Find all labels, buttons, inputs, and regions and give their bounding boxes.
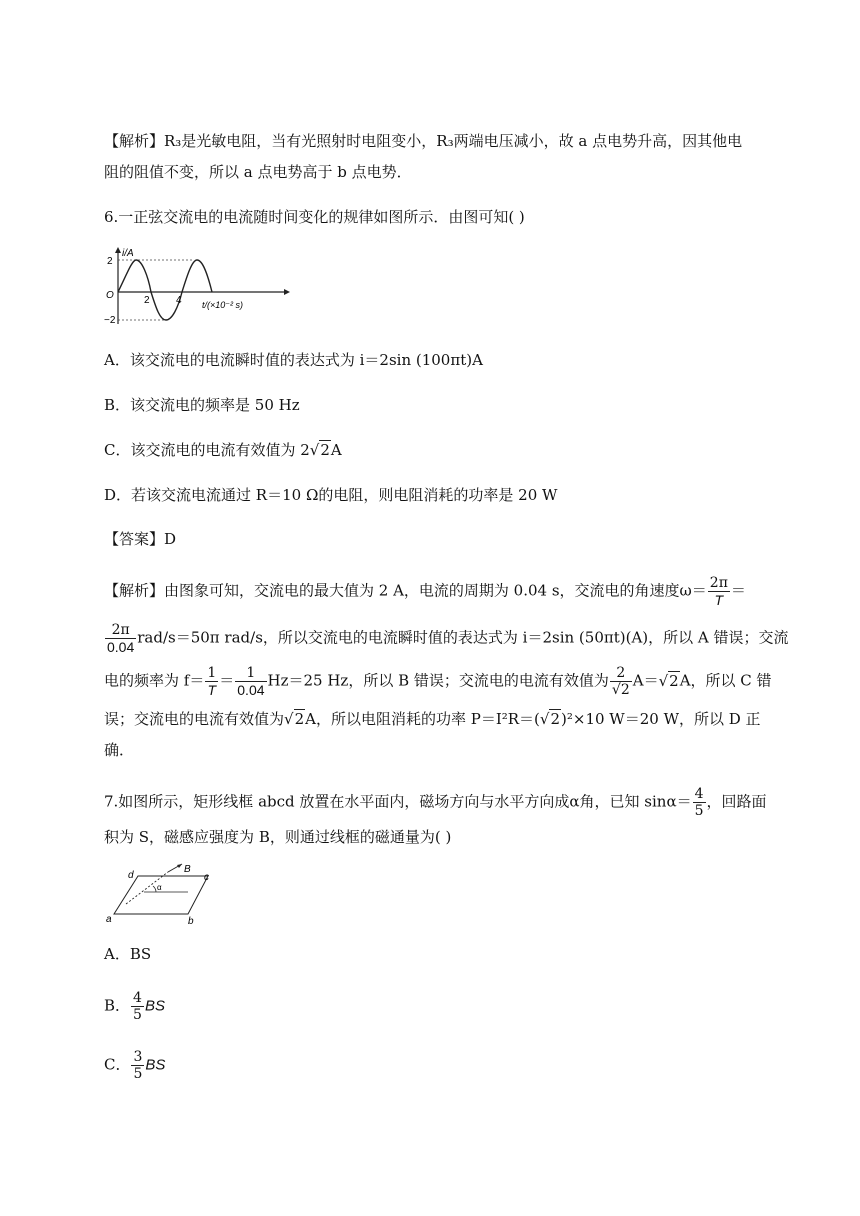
sqrt-symbol: √2 [284,710,305,728]
q6-graph-tick4: 4 [176,295,182,306]
q6-graph-xlabel: t/(×10⁻² s) [202,300,244,310]
q7-fig-label-d: d [128,870,134,881]
q7-stem-text: 7.如图所示，矩形线框 abcd 放置在水平面内，磁场方向与水平方向成α角，已知 sinα＝ [104,792,692,811]
q6-sine-graph [104,246,294,326]
q7-option-a: A．BS [104,945,152,963]
q6-analysis-line5: 确． [104,741,135,759]
q6-analysis-l3-text: 电的频率为 f＝ [104,671,205,690]
q7-fig-label-a: a [106,914,112,924]
q6-analysis-l2-text: rad/s＝50π rad/s，所以交流电的电流瞬时值的表达式为 i＝2sin (50πt)(A)，所以 A 错误；交流 [137,628,789,647]
q6-option-b: B．该交流电的频率是 50 Hz [104,396,300,414]
q7-frame-figure [104,862,224,924]
q6-analysis-l4-text2: A，所以电阻消耗的功率 P＝I²R＝( [305,710,540,728]
sqrt-symbol: √2 [309,441,330,459]
q6-graph-ylabel: i/A [122,248,134,259]
q6-graph-ypos: 2 [107,256,113,267]
q7-option-b-text: BS [144,997,165,1015]
q5-analysis-line2: 阻的阻值不变，所以 a 点电势高于 b 点电势． [104,163,412,181]
q6-analysis-l1-eq: ＝ [730,581,746,600]
q7-option-c-text: BS [145,1056,166,1074]
fraction: $\frac{4}{5}$ [133,990,142,1023]
fraction: $\frac{1}{0.04}$ [237,665,265,698]
fraction: $\frac{4}{5}$ [694,786,704,819]
q6-analysis-l4-text3: )²×10 W＝20 W，所以 D 正 [561,710,761,728]
q6-analysis-l3-text4: A，所以 C 错 [679,671,772,690]
q6-analysis-line4 [104,709,761,729]
q6-analysis-l3-eq: ＝ [219,671,235,690]
fraction: $\frac{2}{√2}$ [611,665,630,698]
q6-analysis-l1-text: 【解析】由图象可知，交流电的最大值为 2 A，电流的周期为 0.04 s，交流电的角速度ω＝ [104,581,707,600]
fraction: $\frac{1}{T}$ [207,665,217,698]
q6-analysis-line1 [104,575,746,608]
q7-fig-label-c: c [204,872,209,883]
q7-stem-line1 [104,786,767,819]
q6-analysis-line2 [104,622,789,655]
q6-graph-yneg: −2 [104,315,116,326]
q5-analysis-line1: 【解析】R₃是光敏电阻，当有光照射时电阻变小，R₃两端电压减小，故 a 点电势升高，因其他电 [104,132,743,150]
q7-option-b-label: B． [104,996,131,1015]
q7-fig-label-alpha: α [157,883,162,892]
fraction: $\frac{2\pi}{T}$ [709,575,728,608]
q7-option-b [104,990,165,1023]
sqrt-symbol: √2 [658,671,679,690]
q6-option-c-text: C．该交流电的电流有效值为 2 [104,441,310,459]
q6-graph-origin: O [106,290,114,301]
q7-stem-text2: ，回路面 [706,792,767,811]
q7-fig-label-b: b [188,916,194,924]
sqrt-symbol: √2 [539,710,561,728]
q6-option-d: D．若该交流电流通过 R＝10 Ω的电阻，则电阻消耗的功率是 20 W [104,486,558,504]
q7-fig-label-B: B [184,864,191,875]
q6-option-c [104,440,342,460]
q7-option-c-label: C． [104,1055,131,1074]
q7-option-c [104,1049,165,1082]
q6-analysis-l3-text3: A＝ [632,671,659,690]
q6-option-c-unit: A [330,441,342,459]
q6-analysis-l4-text: 误；交流电的电流有效值为 [104,710,285,728]
q6-analysis-line3 [104,665,772,698]
q7-stem-line2: 积为 S，磁感应强度为 B，则通过线框的磁通量为( ) [104,828,452,846]
q6-graph-tick2: 2 [144,295,150,306]
q6-stem: 6.一正弦交流电的电流随时间变化的规律如图所示．由图可知( ) [104,208,525,226]
fraction: $\frac{2\pi}{0.04}$ [107,622,135,655]
q6-option-a: A．该交流电的电流瞬时值的表达式为 i＝2sin (100πt)A [104,351,483,369]
q6-answer: 【答案】D [104,530,177,548]
q6-analysis-l3-text2: Hz＝25 Hz，所以 B 错误；交流电的电流有效值为 [267,671,609,690]
fraction: $\frac{3}{5}$ [133,1049,143,1082]
